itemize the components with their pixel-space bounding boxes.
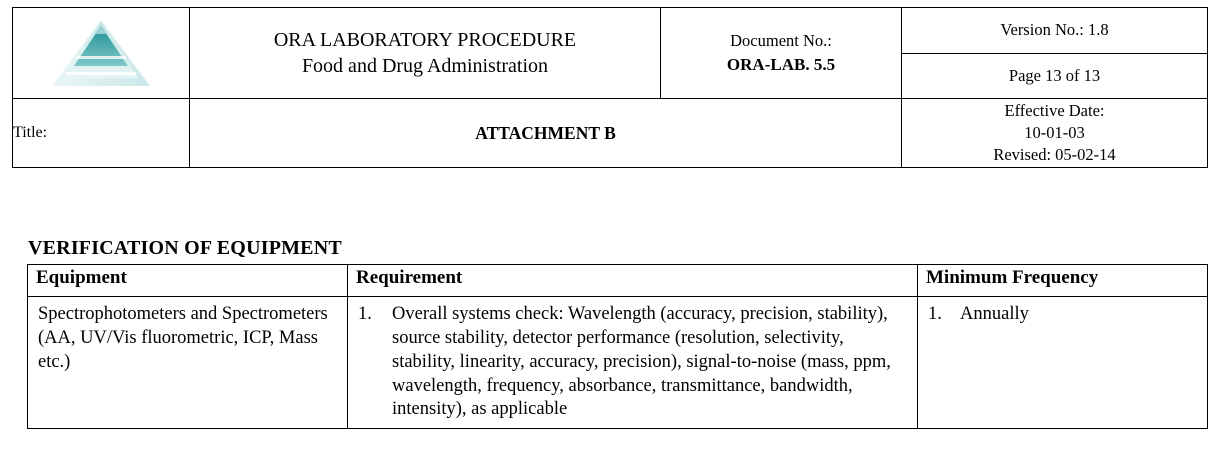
document-number-cell	[661, 8, 902, 99]
column-header-minimum-frequency: Minimum Frequency	[918, 265, 1208, 297]
cell-minimum-frequency	[918, 297, 1208, 429]
version-cell: Version No.: 1.8	[902, 8, 1208, 54]
cell-equipment	[28, 297, 348, 429]
effective-date-cell	[902, 99, 1208, 168]
frequency-text: Annually	[960, 304, 1029, 324]
document-header-table	[12, 7, 1208, 168]
document-number-label: Document No.:	[730, 30, 832, 50]
attachment-title-cell: ATTACHMENT B	[190, 99, 902, 168]
revised-date-value: Revised: 05-02-14	[993, 145, 1116, 165]
title-label-cell: Title:	[13, 99, 190, 168]
equipment-text: Spectrophotometers and Spectrometers (AA, UV/Vis fluorometric, ICP, Mass etc.)	[38, 304, 328, 372]
effective-date-label: Effective Date:	[1004, 100, 1105, 120]
procedure-title-line-2: Food and Drug Administration	[301, 55, 549, 77]
page-number-cell: Page 13 of 13	[902, 53, 1208, 99]
table-row	[28, 297, 1208, 429]
logo-cell	[13, 8, 190, 99]
table-header-row	[28, 265, 1208, 297]
requirement-text: Overall systems check: Wavelength (accuracy, precision, stability), source stability, detector performance (resolution, selectivity, stability, linearity, accuracy, precision), signal-to-noise (mass, ppm, wavelength, frequency, absorbance, transmittance, bandwidth, intensity), as applicable	[392, 304, 891, 420]
effective-date-value: 10-01-03	[1024, 122, 1085, 142]
column-header-requirement: Requirement	[348, 265, 918, 297]
column-header-equipment: Equipment	[28, 265, 348, 297]
section-heading: VERIFICATION OF EQUIPMENT	[28, 237, 342, 259]
fda-pyramid-logo-icon	[46, 16, 156, 90]
verification-of-equipment-table	[27, 264, 1208, 429]
frequency-item-number: 1.	[928, 304, 942, 324]
procedure-title-line-1: ORA LABORATORY PROCEDURE	[273, 28, 577, 51]
requirement-item-number: 1.	[358, 304, 372, 324]
document-number-value: ORA-LAB. 5.5	[726, 54, 836, 74]
procedure-title-cell	[190, 8, 661, 99]
cell-requirement	[348, 297, 918, 429]
